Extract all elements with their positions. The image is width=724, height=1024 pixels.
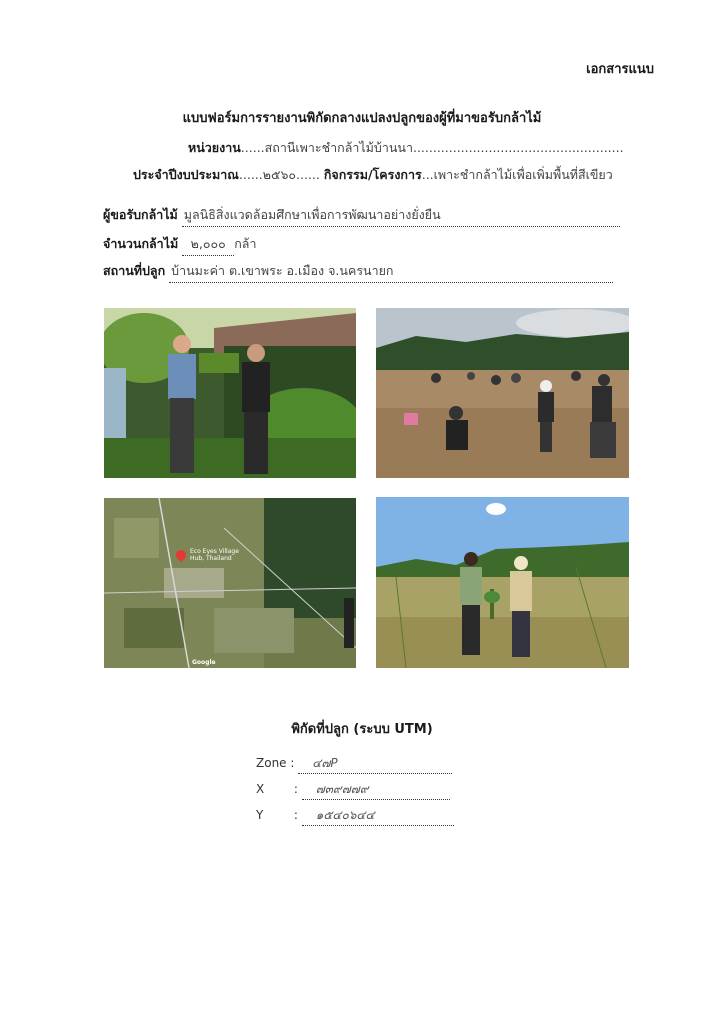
quantity-unit: กล้า: [234, 236, 257, 251]
photo-planting-field: [376, 308, 629, 478]
coordinates-title: พิกัดที่ปลูก (ระบบ UTM): [291, 722, 433, 737]
budget-value: ......๒๕๖๐......: [238, 167, 320, 182]
quantity-label: จำนวนกล้าไม้: [103, 236, 179, 251]
zone-value: ๔๗P: [298, 754, 452, 774]
location-row: [103, 261, 633, 283]
photo-satellite-map: [104, 498, 356, 668]
map-pin-label: Eco Eyes Village Hub, Thailand: [190, 548, 239, 562]
x-colon: :: [293, 782, 298, 796]
recipient-row: [103, 205, 633, 227]
y-label: Y: [256, 808, 264, 822]
zone-row: [256, 754, 452, 774]
unit-row: [188, 138, 624, 158]
activity-value: ...เพาะชำกล้าไม้เพื่อเพิ่มพื้นที่สีเขียว: [421, 167, 613, 182]
photo-nursery: [104, 308, 356, 478]
budget-row: [133, 165, 613, 185]
recipient-label: ผู้ขอรับกล้าไม้: [103, 207, 178, 222]
unit-label: หน่วยงาน: [188, 140, 241, 155]
y-row: [256, 806, 454, 826]
y-value: ๑๕๔๐๖๔๔: [302, 806, 454, 826]
x-value: ๗๓๙๗๗๙: [302, 780, 450, 800]
zone-label: Zone :: [256, 756, 295, 770]
recipient-value: มูลนิธิสิ่งแวดล้อมศึกษาเพื่อการพัฒนาอย่างยั่งยืน: [182, 205, 620, 227]
location-label: สถานที่ปลูก: [103, 263, 166, 278]
unit-value: ......สถานีเพาะชำกล้าไม้บ้านนา.....................................................: [240, 140, 624, 155]
form-title: แบบฟอร์มการรายงานพิกัดกลางแปลงปลูกของผู้ที่มาขอรับกล้าไม้: [182, 111, 542, 126]
x-row: [256, 780, 450, 800]
y-colon: :: [293, 808, 298, 822]
activity-label: กิจกรรม/โครงการ: [323, 167, 422, 182]
budget-label: ประจำปีงบประมาณ: [133, 167, 239, 182]
location-value: บ้านมะค่า ต.เขาพระ อ.เมือง จ.นครนายก: [169, 261, 613, 283]
attachment-label: เอกสารแนบ: [586, 62, 654, 77]
quantity-value: ๒,๐๐๐: [182, 234, 234, 256]
photo-people-sapling: [376, 497, 629, 668]
map-google-logo: Google: [192, 659, 216, 666]
x-label: X: [256, 782, 265, 796]
quantity-row: [103, 234, 256, 256]
